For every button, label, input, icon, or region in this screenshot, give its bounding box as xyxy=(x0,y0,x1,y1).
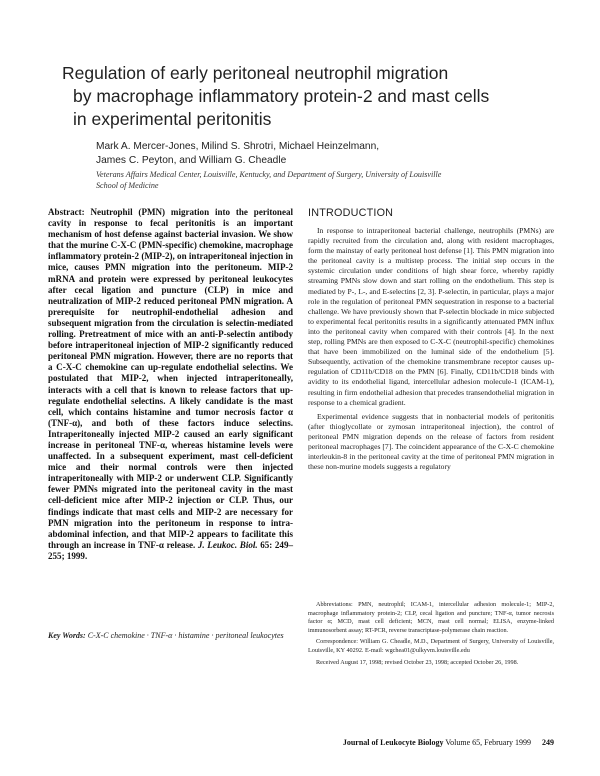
page-number: 249 xyxy=(542,738,554,747)
keywords-text: C-X-C chemokine · TNF-α · histamine · peritoneal leukocytes xyxy=(87,631,284,640)
affiliation xyxy=(96,170,556,191)
title-line-1: Regulation of early peritoneal neutrophil migration xyxy=(62,63,449,83)
footnotes xyxy=(308,601,554,667)
footer-volume: Volume 65, February 1999 xyxy=(445,738,531,747)
author-list xyxy=(96,140,536,167)
introduction-heading: INTRODUCTION xyxy=(308,207,394,219)
title-line-3: in experimental peritonitis xyxy=(73,109,272,129)
footnote-received: Received August 17, 1998; revised October 23, 1998; accepted October 26, 1998. xyxy=(316,658,519,666)
page-footer xyxy=(300,738,554,747)
introduction-body xyxy=(308,226,554,472)
footer-journal: Journal of Leukocyte Biology xyxy=(342,738,444,747)
keywords-label: Key Words: xyxy=(48,631,86,640)
author-line-1: Mark A. Mercer-Jones, Milind S. Shrotri, Michael Heinzelmann, xyxy=(96,141,380,152)
affiliation-line-1: Veterans Affairs Medical Center, Louisville, Kentucky, and Department of Surgery, University of Louisville xyxy=(96,170,442,179)
abstract-citation-journal: J. Leukoc. Biol. xyxy=(197,539,258,550)
abstract-text: Abstract: Neutrophil (PMN) migration into the peritoneal cavity in response to fecal peritonitis is an important mechanism of host defense against bacterial invasion. We show that the murine C-X-C (PMN-specific) chemokine, macrophage inflammatory protein-2 (MIP-2), on intraperitoneal injection in mice, causes PMN migration into the peritoneum. MIP-2 mRNA and protein were expressed by peritoneal leukocytes after cecal ligation and puncture (CLP) in mice and neutralization of MIP-2 reduced peritoneal PMN migration. A prerequisite for neutrophil-endothelial adhesion and subsequent migration from the circulation is selectin-mediated rolling. Pretreatment of mice with an anti-P-selectin antibody before intraperitoneal injection of MIP-2 significantly reduced peritoneal PMN migration. However, there are no reports that a C-X-C chemokine can up-regulate endothelial selectins. We postulated that MIP-2, when injected intraperitoneally, interacts with a cell that is known to release factors that up-regulate endothelial selectins. A likely candidate is the mast cell, which contains histamine and tumor necrosis factor α (TNF-α), and both of these factors induce selectins. Intraperitoneally injected MIP-2 caused an early significant increase in peritoneal TNF-α, whereas histamine levels were unaffected. In a subsequent experiment, mast cell-deficient mice and their normal controls were then injected intraperitoneally with MIP-2 or underwent CLP. Significantly fewer PMNs migrated into the peritoneal cavity in the mast cell-deficient mice after MIP-2 injection or CLP. Thus, our findings indicate that mast cells and MIP-2 are necessary for PMN migration into the peritoneum in response to intra-abdominal infection, and that MIP-2 appears to facilitate this through an increase in TNF-α release. xyxy=(48,207,293,550)
footnote-abbreviations: Abbreviations: PMN, neutrophil; ICAM-1, intercellular adhesion molecule-1; MIP-2, macrophage inflammatory protein-2; CLP, cecal ligation and puncture; TNF-α, tumor necrosis factor α; MCD, mast cell deficient; MCN, mast cell normal; ELISA, enzyme-linked immunosorbent assay; RT-PCR, reverse transcriptase-polymerase chain reaction. xyxy=(308,601,554,634)
keywords xyxy=(48,631,293,641)
article-title xyxy=(62,62,552,131)
affiliation-line-2: School of Medicine xyxy=(96,180,159,190)
abstract-citation-rest: 65: 249–255; 1999. xyxy=(48,539,294,561)
intro-paragraph: In response to intraperitoneal bacterial challenge, neutrophils (PMNs) are rapidly recruited from the circulation and, along with resident macrophages, form the mainstay of early peritoneal host defense [1]. This PMN migration into the peritoneal cavity is a multistep process. The initial step occurs in the systemic circulation under conditions of high shear force, whereby rapidly streaming PMNs slow down and start rolling on the endothelium. This step is mediated by P-, L-, and E-selectins [2, 3]. P-selectin, in particular, plays a major role in the regulation of peritoneal PMN sequestration in response to a bacterial challenge. We have previously shown that P-selectin blockade in mice subjected to experimental fecal peritonitis results in a significantly attenuated PMN influx into the peritoneal cavity when compared with their controls [4]. In the next step, rolling PMNs are then exposed to C-X-C (neutrophil-specific) chemokines that have been immobilized on the luminal side of the endothelium [5]. Subsequently, activation of the chemokine transmembrane receptor causes up-regulation of CD11b/CD18 on the PMN [6]. Finally, CD11b/CD18 binds with avidity to its endothelial ligand, intercellular adhesion molecule-1 (ICAM-1), resulting in firm endothelial adhesion that precedes transendothelial migration in response to a chemical gradient. xyxy=(308,226,554,407)
author-line-2: James C. Peyton, and William G. Cheadle xyxy=(96,154,287,166)
abstract xyxy=(48,207,293,562)
intro-paragraph: Experimental evidence suggests that in nonbacterial models of peritonitis (after thioglycollate or zymosan intraperitoneal injection), the control of peritoneal PMN migration depends on the release of factors from resident peritoneal macrophages [7]. The coincident appearance of the C-X-C chemokine interleukin-8 in the peritoneal cavity at the time of peritoneal PMN migration in these non-murine models suggests a regulatory xyxy=(308,411,554,472)
footnote-correspondence: Correspondence: William G. Cheadle, M.D., Department of Surgery, University of Louisville, Louisville, KY 40292. E-mail: wgchea01@ulkyvm.louisville.edu xyxy=(308,638,554,654)
title-line-2: by macrophage inflammatory protein-2 and mast cells xyxy=(73,86,490,106)
